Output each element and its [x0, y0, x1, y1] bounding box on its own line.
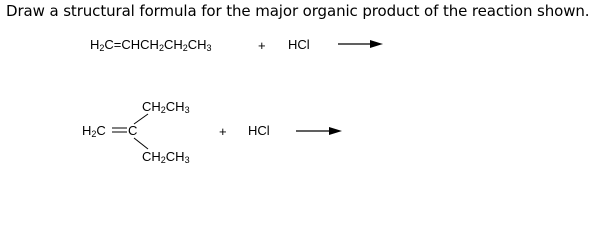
double-bond	[112, 128, 127, 132]
formula-subscript: 3	[184, 155, 190, 165]
bond-up	[134, 114, 148, 124]
bond-down	[134, 138, 148, 149]
formula-part: H	[90, 37, 100, 52]
formula-part: H	[82, 123, 92, 138]
formula-subscript: 3	[184, 105, 190, 115]
reaction-arrow-1	[338, 40, 383, 48]
formula-part: CH	[165, 99, 185, 114]
reaction-arrow-2	[296, 127, 342, 135]
center-carbon: C	[128, 123, 138, 138]
formula-subscript: 3	[206, 43, 212, 53]
formula-part: CH	[163, 37, 183, 52]
formula-subscript: 2	[99, 43, 105, 53]
formula-part: C=CHCH	[104, 37, 159, 52]
plus-sign-2: +	[219, 124, 227, 139]
formula-part: C	[96, 123, 106, 138]
formula-part: CH	[165, 149, 185, 164]
reagent-2: HCl	[248, 123, 270, 138]
formula-part: CH	[187, 37, 207, 52]
formula-subscript: 2	[91, 129, 97, 139]
formula-subscript: 2	[158, 43, 164, 53]
question-prompt: Draw a structural formula for the major organic product of the reaction shown.	[6, 2, 589, 20]
plus-sign-1: +	[258, 38, 266, 53]
formula-subscript: 2	[160, 105, 166, 115]
formula-part: CH	[142, 99, 161, 114]
formula-part: CH	[142, 149, 161, 164]
formula-subscript: 2	[182, 43, 188, 53]
reagent-1: HCl	[288, 37, 310, 52]
formula-subscript: 2	[160, 155, 166, 165]
